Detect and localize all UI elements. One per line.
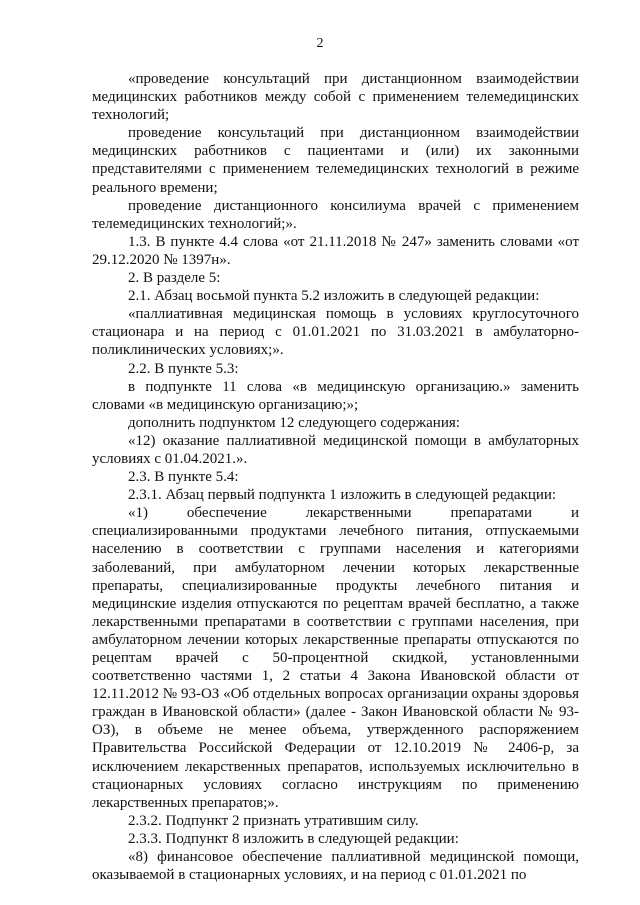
paragraph-add-subitem-12: дополнить подпунктом 12 следующего содержания: [128, 414, 460, 431]
paragraph-item-1-3: 1.3. В пункте 4.4 слова «от 21.11.2018 № 247» заменить словами «от 29.12.2020 № 1397н». [92, 233, 579, 268]
paragraph-item-2-3-3: 2.3.3. Подпункт 8 изложить в следующей редакции: [128, 830, 459, 847]
paragraph-remote-consilium: проведение дистанционного консилиума врачей с применением телемедицинских технологий;». [92, 197, 579, 232]
paragraph-consultations-between-workers: «проведение консультаций при дистанционном взаимодействии медицинских работников между собой с применением телемедицинских технологий; [92, 71, 579, 124]
document-body [92, 70, 579, 884]
paragraph-section-2: 2. В разделе 5: [128, 270, 221, 287]
paragraph-palliative-care-inpatient: «паллиативная медицинская помощь в условиях круглосуточного стационара и на период с 01.01.2021 по 31.03.2021 в амбулаторно-поликлинических условиях;». [92, 306, 579, 359]
paragraph-drug-provision: «1) обеспечение лекарственными препаратами и специализированными продуктами лечебного питания, отпускаемыми населению в соответствии с группами населения и категориями заболеваний, при амбулаторном лечении которых лекарственные препараты, специализированные продукты лечебного питания и медицинские изделия отпускаются по рецептам врачей бесплатно, а также лекарственными препаратами в соответствии с группами населения, при амбулаторном лечении которых лекарственные препараты отпускаются по рецептам врачей с 50-процентной скидкой, установленными соответственно частями 1, 2 статьи 4 Закона Ивановской области от 12.11.2012 № 93-ОЗ «Об отдельных вопросах организации охраны здоровья граждан в Ивановской области» (далее - Закон Ивановской области № 93-ОЗ), в объеме не менее объема, утвержденного распоряжением Правительства Российской Федерации от 12.10.2019 № 2406-р, за исключением лекарственных препаратов, используемых исключительно в стационарных условиях согласно инструкциям по применению лекарственных препаратов;». [92, 505, 579, 811]
paragraph-item-2-3: 2.3. В пункте 5.4: [128, 469, 239, 486]
paragraph-item-2-3-2: 2.3.2. Подпункт 2 признать утратившим силу. [128, 812, 419, 829]
paragraph-subitem-12-text: «12) оказание паллиативной медицинской помощи в амбулаторных условиях с 01.04.2021.». [92, 432, 579, 467]
paragraph-consultations-with-patients: проведение консультаций при дистанционном взаимодействии медицинских работников с пациентами и (или) их законными представителями с применением телемедицинских технологий в режиме реального времени; [92, 125, 579, 196]
paragraph-item-2-2: 2.2. В пункте 5.3: [128, 360, 239, 377]
page-number: 2 [316, 36, 324, 51]
paragraph-financial-provision: «8) финансовое обеспечение паллиативной медицинской помощи, оказываемой в стационарных условиях, и на период с 01.01.2021 по [92, 849, 579, 884]
paragraph-item-2-3-1: 2.3.1. Абзац первый подпункта 1 изложить в следующей редакции: [128, 487, 557, 504]
paragraph-subitem-11: в подпункте 11 слова «в медицинскую организацию.» заменить словами «в медицинскую организацию;»; [92, 378, 579, 413]
paragraph-item-2-1: 2.1. Абзац восьмой пункта 5.2 изложить в следующей редакции: [128, 288, 540, 305]
